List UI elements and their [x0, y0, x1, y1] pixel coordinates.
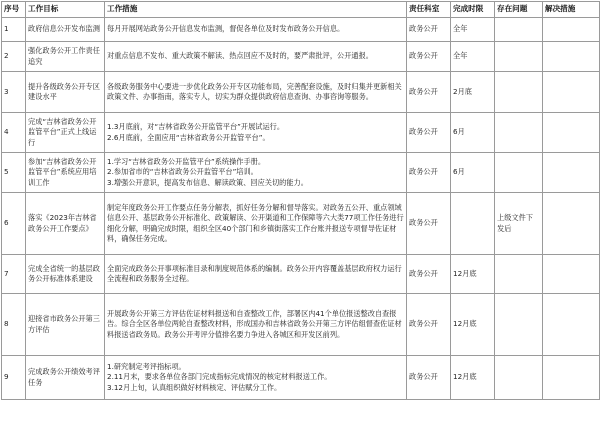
row-measures — [105, 255, 407, 294]
row-deadline: 全年 — [451, 42, 495, 72]
row-goal: 强化政务公开工作责任追究 — [26, 42, 105, 72]
row-measures — [105, 42, 407, 72]
table-row — [2, 255, 600, 294]
row-goal: 迎接省市政务公开第三方评估 — [26, 294, 105, 356]
row-solution — [543, 193, 600, 255]
row-goal: 提升各级政务公开专区建设水平 — [26, 72, 105, 113]
measure-line: 全面完成政务公开事项标准目录和制度规范体系的编制。政务公开内容覆盖基层政府权力运行全流程和政务服务全过程。 — [107, 263, 402, 283]
row-goal: 完成“吉林省政务公开监管平台”正式上线运行 — [26, 113, 105, 153]
measure-line: 各级政务服务中心要进一步优化政务公开专区功能布局，完善配套设施，及时归集并更新相关政策文件、办事指南，落实专人，切实为群众提供政府信息查询、办事咨询等服务。 — [107, 81, 402, 101]
row-goal: 参加“吉林省政务公开监管平台”系统应用培训工作 — [26, 153, 105, 193]
row-solution — [543, 356, 600, 400]
row-goal: 完成全省统一的基层政务公开标准体系建设 — [26, 255, 105, 294]
row-deadline: 6月 — [451, 113, 495, 153]
row-deadline — [451, 193, 495, 255]
row-measures — [105, 18, 407, 42]
row-issue — [495, 42, 543, 72]
row-measures — [105, 356, 407, 400]
row-issue — [495, 255, 543, 294]
header-measures: 工作措施 — [105, 2, 407, 18]
row-number: 5 — [2, 153, 26, 193]
row-measures — [105, 153, 407, 193]
work-plan-table — [1, 1, 600, 400]
row-issue — [495, 72, 543, 113]
row-department: 政务公开 — [407, 42, 451, 72]
row-department: 政务公开 — [407, 153, 451, 193]
row-number: 7 — [2, 255, 26, 294]
row-number: 1 — [2, 18, 26, 42]
row-issue — [495, 153, 543, 193]
row-number: 4 — [2, 113, 26, 153]
row-deadline: 全年 — [451, 18, 495, 42]
row-issue — [495, 18, 543, 42]
row-department: 政务公开 — [407, 255, 451, 294]
row-goal: 政府信息公开发布监测 — [26, 18, 105, 42]
measure-line: 1.学习“吉林省政务公开监管平台”系统操作手册。 — [107, 156, 266, 166]
row-issue — [495, 356, 543, 400]
row-solution — [543, 42, 600, 72]
row-goal: 完成政务公开绩效考评任务 — [26, 356, 105, 400]
row-solution — [543, 72, 600, 113]
table-row — [2, 193, 600, 255]
table-header-row — [2, 2, 600, 18]
table-row — [2, 153, 600, 193]
row-number: 8 — [2, 294, 26, 356]
row-department: 政务公开 — [407, 193, 451, 255]
measure-line: 对重点信息不发布、重大政策不解读、热点回应不及时的，要严肃批评，公开通报。 — [107, 51, 373, 61]
row-number: 2 — [2, 42, 26, 72]
row-deadline: 2月底 — [451, 72, 495, 113]
row-department: 政务公开 — [407, 18, 451, 42]
measure-line: 1.3月底前，对“吉林省政务公开监管平台”开展试运行。 — [107, 122, 285, 132]
measure-line: 每月开展网站政务公开信息发布监测，督促各单位及时发布政务公开信息。 — [107, 24, 345, 34]
row-department: 政务公开 — [407, 356, 451, 400]
header-issues: 存在问题 — [495, 2, 543, 18]
row-solution — [543, 113, 600, 153]
row-solution — [543, 153, 600, 193]
table-row — [2, 42, 600, 72]
row-number: 3 — [2, 72, 26, 113]
row-measures — [105, 294, 407, 356]
row-department: 政务公开 — [407, 113, 451, 153]
header-number: 序号 — [2, 2, 26, 18]
row-issue: 上级文件下发后 — [495, 193, 543, 255]
header-deadline: 完成时限 — [451, 2, 495, 18]
row-deadline: 12月底 — [451, 255, 495, 294]
row-goal: 落实《2023年吉林省政务公开工作要点》 — [26, 193, 105, 255]
row-issue — [495, 113, 543, 153]
measure-line: 2.11月末，要求各单位各部门完成指标完成情况的核定材料报送工作。 — [107, 372, 332, 382]
measure-line: 2.参加省市的“吉林省政务公开监管平台”培训。 — [107, 167, 258, 177]
row-deadline: 6月 — [451, 153, 495, 193]
table-row — [2, 18, 600, 42]
measure-line: 2.6月底前，全面应用“吉林省政务公开监管平台”。 — [107, 132, 270, 142]
row-issue — [495, 294, 543, 356]
measure-line: 3.12月上旬，认真组织做好材料核定、评估赋分工作。 — [107, 382, 282, 392]
table-row — [2, 294, 600, 356]
measure-line: 制定年度政务公开工作要点任务分解表，抓好任务分解和督导落实。对政务五公开、重点领域信息公开、基层政务公开标准化、政策解读、公开渠道和工作保障等六大类77项工作任务进行细化分解，明确完成时限，组织全区40个部门和乡镇街落实工作台账并报送专项督导佐证材料，确保任务完成。 — [107, 202, 404, 243]
row-measures — [105, 113, 407, 153]
header-solutions: 解决措施 — [543, 2, 600, 18]
table-row — [2, 113, 600, 153]
measure-line: 1.研究制定考评指标项。 — [107, 361, 186, 371]
row-solution — [543, 294, 600, 356]
row-measures — [105, 193, 407, 255]
row-solution — [543, 18, 600, 42]
row-solution — [543, 255, 600, 294]
row-number: 6 — [2, 193, 26, 255]
measure-line: 3.增强公开意识，提高发布信息、解读政策、回应关切的能力。 — [107, 177, 308, 187]
header-department: 责任科室 — [407, 2, 451, 18]
row-number: 9 — [2, 356, 26, 400]
row-department: 政务公开 — [407, 72, 451, 113]
row-deadline: 12月底 — [451, 294, 495, 356]
table-row — [2, 356, 600, 400]
table-row — [2, 72, 600, 113]
row-department: 政务公开 — [407, 294, 451, 356]
measure-line: 开展政务公开第三方评估佐证材料报送和自查整改工作，部署区内41个单位报送整改自查报告。综合全区各单位两轮自查整改材料，形成国办和吉林省政务公开第三方评估组督查佐证材料报送省政务局。政务公开考评分值排名要力争进入各城区和开发区前列。 — [107, 308, 402, 339]
header-goal: 工作目标 — [26, 2, 105, 18]
row-measures — [105, 72, 407, 113]
row-deadline: 12月底 — [451, 356, 495, 400]
